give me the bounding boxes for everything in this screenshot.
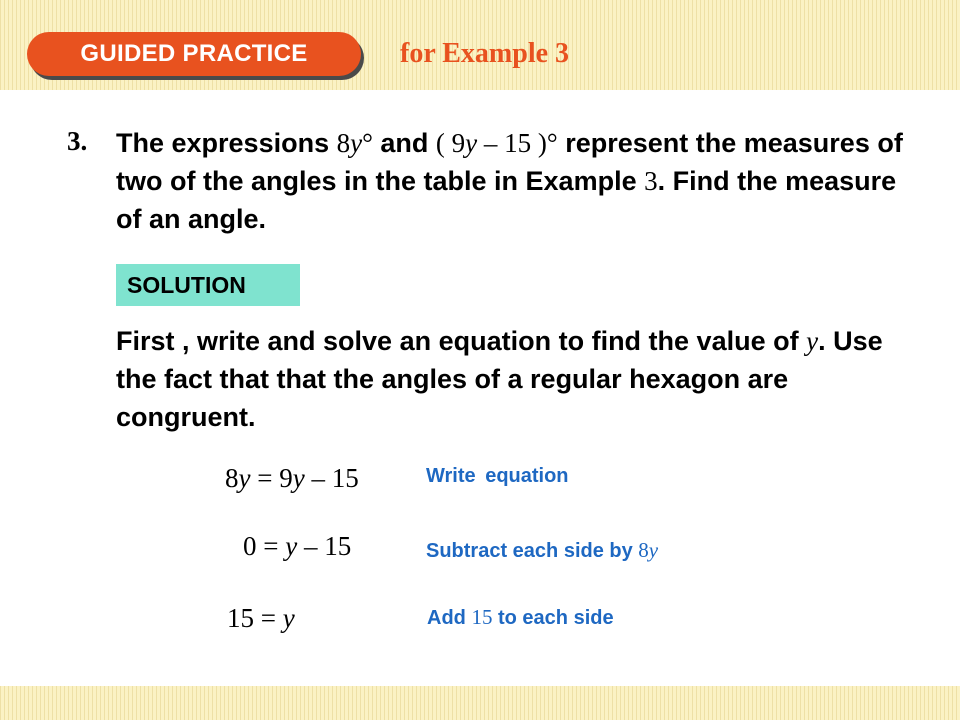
- problem-text-4: . Find the measure of an angle.: [116, 166, 897, 234]
- reason2-term: [638, 538, 658, 562]
- eq2-c: – 15: [297, 531, 352, 561]
- eq1-e: – 15: [304, 463, 359, 493]
- problem-text-3: represent the measures of two of the angles in the table in Example: [116, 128, 903, 196]
- expr1-var: y: [350, 128, 363, 158]
- eq1-d: y: [292, 463, 305, 493]
- expr1-deg: °: [362, 128, 373, 158]
- reason-step-3: [427, 605, 614, 630]
- eq3-a: 15 =: [227, 603, 283, 633]
- intro-text-2: . Use the fact that that the angles of a regular hexagon are congruent.: [116, 326, 883, 432]
- problem-text-1: The expressions: [116, 128, 337, 158]
- eq1-c: = 9: [250, 463, 293, 493]
- intro-variable: [806, 326, 818, 356]
- equation-step-2: [243, 531, 351, 562]
- eq3-b: y: [282, 603, 295, 633]
- guided-practice-badge: [27, 32, 361, 76]
- expr1-coef: 8: [336, 128, 351, 158]
- equation-step-3: [227, 603, 295, 634]
- example-reference: for Example 3: [400, 38, 570, 69]
- expression-1: [337, 128, 373, 158]
- equation-step-1: [225, 463, 359, 494]
- expr2-rest: – 15 )°: [477, 128, 558, 158]
- reason3-num: 15: [471, 605, 493, 629]
- expr2-open: ( 9: [435, 128, 466, 158]
- guided-practice-label: GUIDED PRACTICE: [80, 40, 308, 67]
- reason3-text-1: Add: [427, 607, 472, 629]
- problem-number: 3.: [67, 126, 88, 156]
- problem-statement: [116, 124, 916, 238]
- problem-text-2: and: [372, 128, 436, 158]
- solution-label: SOLUTION: [116, 264, 300, 306]
- eq2-a: 0 =: [243, 531, 286, 561]
- eq1-a: 8: [225, 463, 239, 493]
- eq1-b: y: [238, 463, 251, 493]
- reason2-num: 8: [638, 538, 649, 562]
- reason3-text-2: to each side: [492, 607, 614, 629]
- expr2-var: y: [465, 128, 478, 158]
- reason-step-1: Write equation: [426, 465, 569, 487]
- expression-2: [436, 128, 558, 158]
- example-number: 3: [644, 166, 658, 196]
- footer-band: [0, 686, 960, 720]
- reason2-text: Subtract each side by: [426, 540, 639, 562]
- reason-step-2: [426, 538, 658, 563]
- intro-text-1: First , write and solve an equation to find the value of: [116, 326, 807, 356]
- solution-intro: [116, 322, 916, 436]
- eq2-b: y: [285, 531, 298, 561]
- reason2-var: y: [648, 538, 659, 562]
- intro-var: y: [806, 326, 819, 356]
